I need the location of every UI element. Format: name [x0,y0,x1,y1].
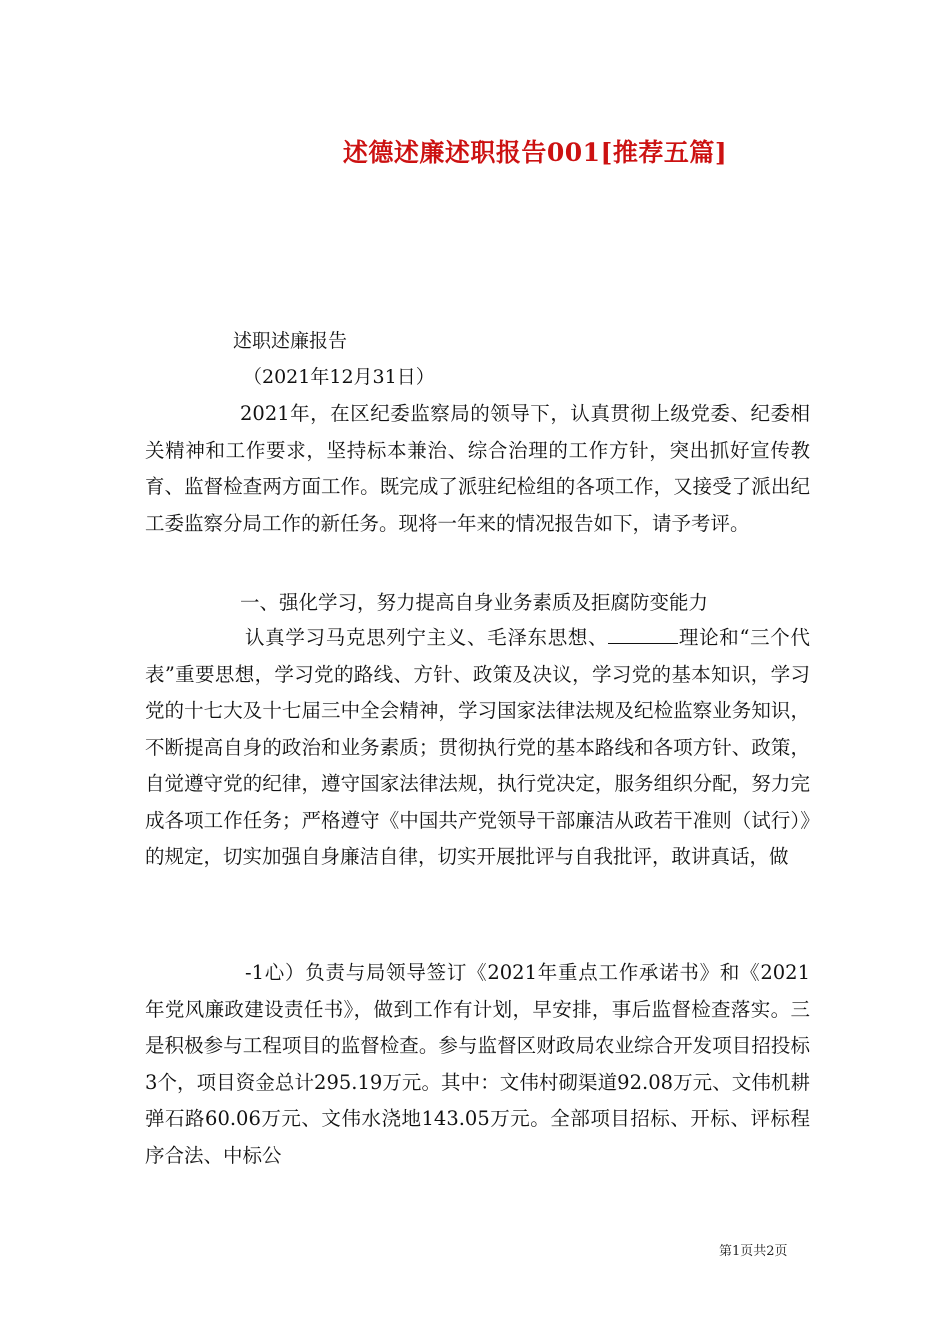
paragraph-study-part2: 理论和“三个代表”重要思想，学习党的路线、方针、政策及决议，学习党的基本知识，学习党的十七大及十七届三中全会精神，学习国家法律法规及纪检监察业务知识，不断提高自身的政治和业务素质；贯彻执行党的基本路线和各项方针、政策，自觉遵守党的纪律，遵守国家法律法规，执行党决定，服务组织分配，努力完成各项工作任务；严格遵守《中国共产党领导干部廉洁从政若干准则（试行）》的规定，切实加强自身廉洁自律，切实开展批评与自我批评，敢讲真话，做 [145,626,810,868]
paragraph-intro: 2021年，在区纪委监察局的领导下，认真贯彻上级党委、纪委相关精神和工作要求，坚持标本兼治、综合治理的工作方针，突出抓好宣传教育、监督检查两方面工作。既完成了派驻纪检组的各项工作，又接受了派出纪工委监察分局工作的新任务。现将一年来的情况报告如下，请予考评。 [145,402,810,535]
report-date: （2021年12月31日） [243,366,435,388]
paragraph-supervision: -1心）负责与局领导签订《2021年重点工作承诺书》和《2021年党风廉政建设责任书》，做到工作有计划，早安排，事后监督检查落实。三是积极参与工程项目的监督检查。参与监督区财政局农业综合开发项目招投标3个，项目资金总计295.19万元。其中：文伟村砌渠道92.08万元、文伟机耕弹石路60.06万元、文伟水浇地143.05万元。全部项目招标、开标、评标程序合法、中标公 [145,961,810,1167]
paragraph-study-part1: 认真学习马克思列宁主义、毛泽东思想、 [245,626,609,649]
section-heading-1: 一、强化学习，努力提高自身业务素质及拒腐防变能力 [240,591,709,614]
document-title: 述德述廉述职报告001[推荐五篇] [342,138,728,167]
page-footer: 第1页共2页 [719,1244,788,1259]
report-heading: 述职述廉报告 [233,330,348,352]
blank-underline [608,627,678,644]
paragraph-study [145,620,810,876]
